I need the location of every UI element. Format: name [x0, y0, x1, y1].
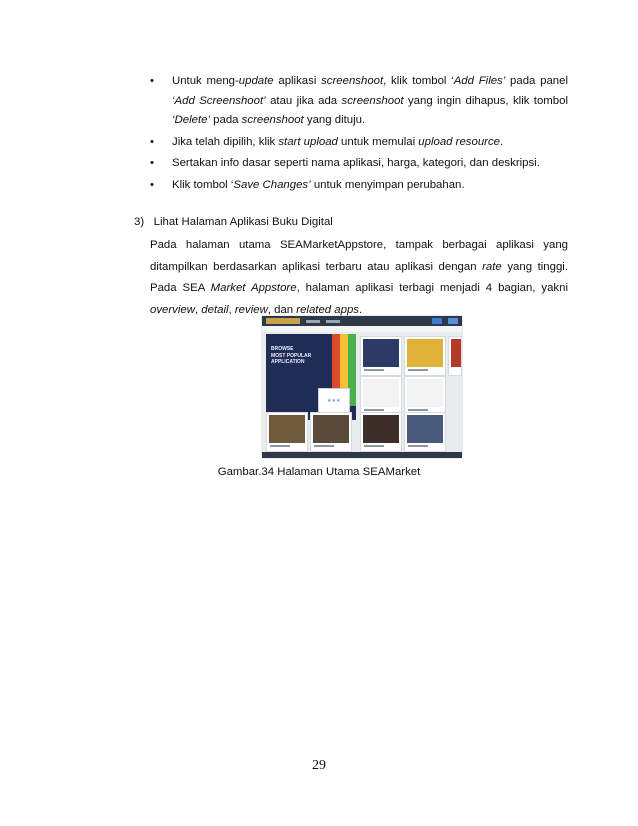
app-thumbnail	[363, 379, 399, 407]
app-label	[364, 369, 384, 371]
app-label	[314, 445, 334, 447]
screenshot-footer	[262, 452, 462, 458]
app-tile	[448, 336, 462, 376]
app-tile	[266, 412, 308, 452]
app-thumbnail	[269, 415, 305, 443]
app-thumbnail	[363, 339, 399, 367]
app-label	[408, 369, 428, 371]
app-tile	[360, 412, 402, 452]
bullet-dot: •	[150, 135, 154, 148]
screenshot-navbar	[262, 316, 462, 326]
bullet-item: • Untuk meng-update aplikasi screenshoot, klik tombol ‘Add Files’ pada panel ‘Add Screenshoot’ atau jika ada screenshoot yang ingin dihapus, klik tombol ‘Delete’ pada screenshoot yang dituju.	[148, 72, 568, 131]
bullet-list	[148, 72, 568, 197]
section-number: 3)	[134, 216, 145, 228]
app-tile	[404, 336, 446, 376]
page-number: 29	[312, 758, 326, 773]
rating-stars: ★★★	[327, 398, 341, 404]
appstore-screenshot	[262, 316, 462, 458]
bullet-dot: •	[150, 178, 154, 191]
section-heading	[134, 216, 333, 228]
app-label	[364, 445, 384, 447]
app-tile	[360, 376, 402, 416]
app-tile	[310, 412, 352, 452]
nav-button	[432, 318, 442, 324]
breadcrumb-bar	[262, 326, 462, 332]
bullet-dot: •	[150, 75, 154, 87]
nav-button	[448, 318, 458, 324]
bullet-item: • Klik tombol ‘Save Changes’ untuk menyimpan perubahan.	[148, 176, 568, 196]
figure-caption: Gambar.34 Halaman Utama SEAMarket	[217, 466, 421, 478]
app-thumbnail	[313, 415, 349, 443]
app-thumbnail	[407, 415, 443, 443]
app-tile	[404, 376, 446, 416]
bullet-item: • Jika telah dipilih, klik start upload untuk memulai upload resource.	[148, 133, 568, 153]
section-title: Lihat Halaman Aplikasi Buku Digital	[153, 216, 333, 228]
banner-most-popular	[266, 334, 356, 420]
app-thumbnail	[451, 339, 461, 367]
nav-link	[306, 320, 320, 323]
banner-text: BROWSE MOST POPULAR APPLICATION	[271, 346, 312, 365]
appstore-logo	[266, 318, 300, 324]
app-thumbnail	[363, 415, 399, 443]
body-paragraph: Pada halaman utama SEAMarketAppstore, tampak berbagai aplikasi yang ditampilkan berdasarkan aplikasi terbaru atau aplikasi dengan rate yang tinggi. Pada SEA Market Appstore, halaman aplikasi terbagi menjadi 4 bagian, yakni overview, detail, review, dan related apps.	[150, 239, 568, 316]
bullet-item: • Sertakan info dasar seperti nama aplikasi, harga, kategori, dan deskripsi.	[148, 154, 568, 174]
app-label	[364, 409, 384, 411]
app-tile	[404, 412, 446, 452]
app-thumbnail	[407, 339, 443, 367]
app-label	[408, 445, 428, 447]
app-tile	[360, 336, 402, 376]
app-label	[270, 445, 290, 447]
app-label	[408, 409, 428, 411]
bullet-dot: •	[150, 157, 154, 169]
nav-link	[326, 320, 340, 323]
app-thumbnail	[407, 379, 443, 407]
